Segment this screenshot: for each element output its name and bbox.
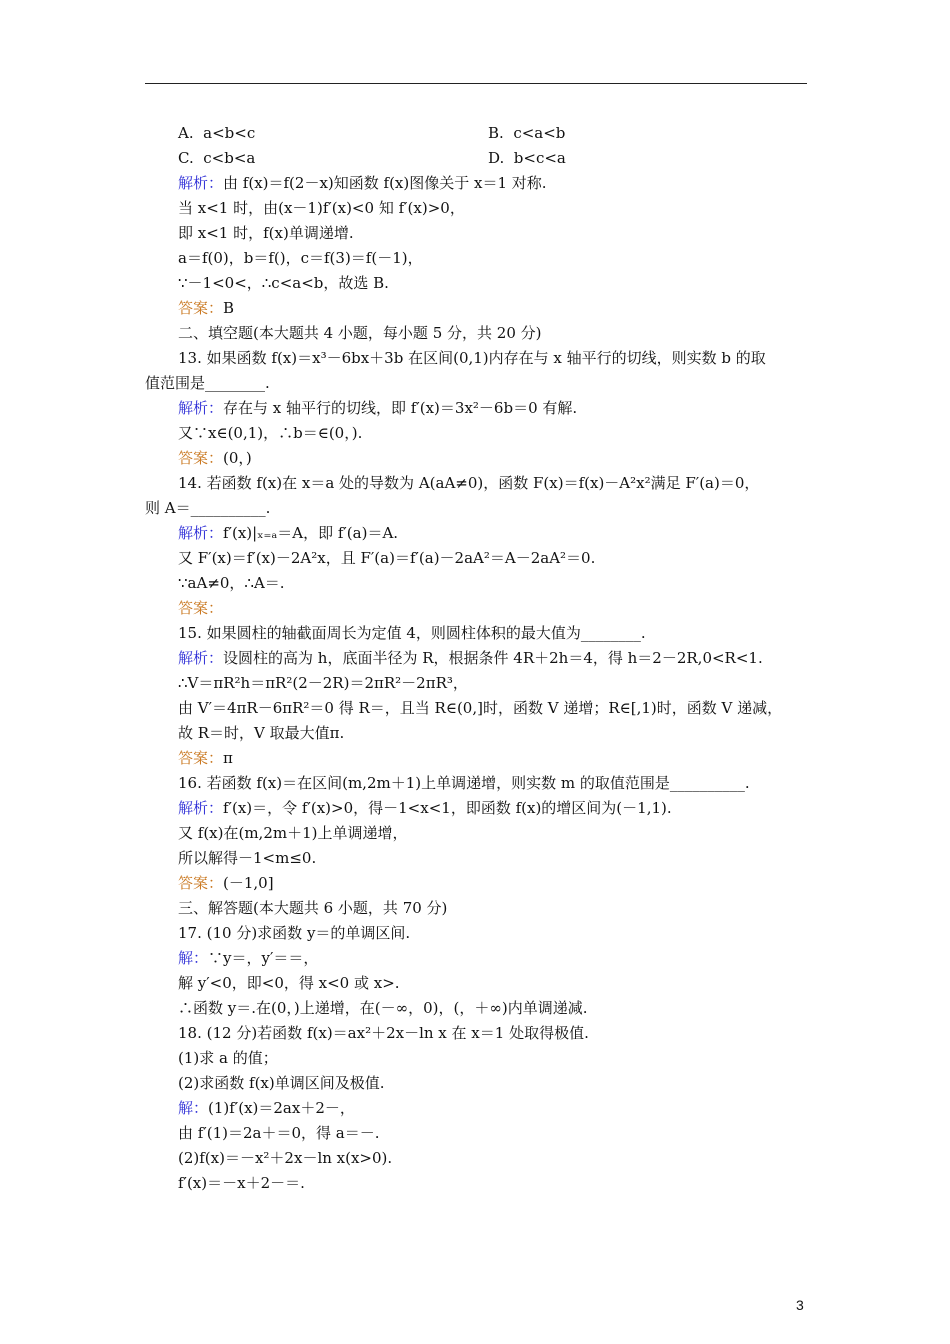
analysis-label: 解析： — [178, 649, 224, 667]
line-text: 15. 如果圆柱的轴截面周长为定值 4，则圆柱体积的最大值为________. — [178, 624, 646, 642]
answer-label: 答案： — [178, 449, 224, 467]
line-text: B. c<a<b — [488, 124, 566, 142]
text-line — [178, 248, 423, 268]
line-text: (1)求 a 的值； — [178, 1049, 278, 1067]
line-text: 值范围是________. — [145, 374, 270, 392]
line-text: 由 f(x)＝f(2－x)知函数 f(x)图像关于 x＝1 对称. — [223, 174, 547, 192]
line-text: 三、解答题(本大题共 6 小题，共 70 分) — [178, 899, 448, 917]
line-text: 由 V′＝4πR－6πR²＝0 得 R＝，且当 R∈(0,]时，函数 V 递增；R∈[,1)时，函数 V 递减， — [178, 699, 783, 717]
text-line — [178, 348, 766, 368]
text-line — [178, 973, 400, 993]
line-text: ∵aA≠0，∴A＝. — [178, 574, 285, 592]
line-text: 14. 若函数 f(x)在 x＝a 处的导数为 A(aA≠0)，函数 F(x)＝f(x)－A²x²满足 F′(a)＝0， — [178, 474, 760, 492]
text-line — [178, 1148, 392, 1168]
text-line — [178, 823, 408, 843]
answer-label: 答案： — [178, 874, 224, 892]
text-line — [178, 648, 763, 668]
line-text: 设圆柱的高为 h，底面半径为 R，根据条件 4R＋2h＝4，得 h＝2－2R,0<R<1. — [223, 649, 763, 667]
text-line — [178, 748, 233, 768]
text-line — [178, 923, 410, 943]
text-line — [178, 223, 354, 243]
text-line — [178, 398, 577, 418]
text-line — [178, 998, 587, 1018]
text-line — [178, 273, 389, 293]
line-text: f′(x)＝，令 f′(x)>0，得－1<x<1，即函数 f(x)的增区间为(－1,1). — [223, 799, 672, 817]
line-text: 由 f′(1)＝2a＋＝0，得 a＝－. — [178, 1124, 380, 1142]
text-line — [178, 198, 465, 218]
text-line — [178, 173, 547, 193]
text-line — [178, 798, 672, 818]
text-line — [488, 148, 566, 168]
text-line — [178, 873, 274, 893]
line-text: 18. (12 分)若函数 f(x)＝ax²＋2x－ln x 在 x＝1 处取得极值. — [178, 1024, 589, 1042]
line-text: 16. 若函数 f(x)＝在区间(m,2m＋1)上单调递增，则实数 m 的取值范围是__________. — [178, 774, 750, 792]
text-line — [178, 948, 318, 968]
line-text: (－1,0] — [223, 874, 274, 892]
text-line — [178, 1098, 355, 1118]
line-text: 又 F′(x)＝f′(x)－2A²x，且 F′(a)＝f′(a)－2aA²＝A－2aA²＝0. — [178, 549, 596, 567]
answer-label: 答案： — [178, 749, 224, 767]
text-line — [178, 448, 252, 468]
analysis-label: 解析： — [178, 524, 224, 542]
line-text: 13. 如果函数 f(x)＝x³－6bx＋3b 在区间(0,1)内存在与 x 轴平行的切线，则实数 b 的取 — [178, 349, 766, 367]
text-line — [178, 523, 398, 543]
text-line — [178, 423, 362, 443]
line-text: 即 x<1 时，f(x)单调递增. — [178, 224, 354, 242]
line-text: ∴函数 y＝.在(0，)上递增，在(－∞，0)，(，＋∞)内单调递减. — [178, 999, 588, 1017]
text-line — [178, 698, 782, 718]
line-text: 所以解得－1<m≤0. — [178, 849, 317, 867]
line-text: (2)求函数 f(x)单调区间及极值. — [178, 1074, 385, 1092]
analysis-label: 解： — [178, 949, 209, 967]
analysis-label: 解析： — [178, 799, 224, 817]
line-text: 二、填空题(本大题共 4 小题，每小题 5 分，共 20 分) — [178, 324, 542, 342]
text-line — [178, 773, 750, 793]
text-line — [178, 1073, 385, 1093]
answer-label: 答案： — [178, 299, 224, 317]
text-line — [178, 723, 344, 743]
header-rule — [145, 83, 807, 84]
line-text: ∵－1<0<，∴c<a<b，故选 B. — [178, 274, 389, 292]
analysis-label: 解： — [178, 1099, 209, 1117]
text-line — [145, 373, 270, 393]
analysis-label: 解析： — [178, 174, 224, 192]
analysis-label: 解析： — [178, 399, 224, 417]
text-line — [178, 1173, 305, 1193]
text-line — [178, 848, 316, 868]
line-text: 当 x<1 时，由(x－1)f′(x)<0 知 f′(x)>0， — [178, 199, 465, 217]
text-line — [178, 123, 255, 143]
text-line — [178, 898, 447, 918]
text-line — [178, 548, 595, 568]
line-text: f′(x)|ₓ₌ₐ＝A，即 f′(a)＝A. — [223, 524, 399, 542]
line-text: ∵y＝，y′＝＝， — [208, 949, 319, 967]
text-line — [178, 473, 759, 493]
text-line — [178, 623, 646, 643]
line-text: 则 A＝__________. — [145, 499, 271, 517]
line-text: B — [223, 299, 235, 317]
line-text: 存在与 x 轴平行的切线，即 f′(x)＝3x²－6b＝0 有解. — [223, 399, 578, 417]
line-text: (0，) — [223, 449, 252, 467]
line-text: A. a<b<c — [178, 124, 256, 142]
line-text: a＝f(0)，b＝f()，c＝f(3)＝f(－1)， — [178, 249, 423, 267]
page-number: 3 — [796, 1297, 804, 1313]
text-line — [488, 123, 565, 143]
text-line — [178, 1048, 278, 1068]
line-text: π — [223, 749, 233, 767]
answer-label: 答案： — [178, 599, 224, 617]
line-text: C. c<b<a — [178, 149, 256, 167]
text-line — [178, 148, 255, 168]
text-line — [178, 1123, 379, 1143]
text-line — [178, 323, 542, 343]
line-text: (2)f(x)＝－x²＋2x－ln x(x>0). — [178, 1149, 393, 1167]
line-text: ∴V＝πR²h＝πR²(2－2R)＝2πR²－2πR³， — [178, 674, 468, 692]
line-text: 又∵x∈(0,1)，∴b＝∈(0，). — [178, 424, 363, 442]
line-text: 17. (10 分)求函数 y＝的单调区间. — [178, 924, 411, 942]
text-line — [178, 573, 285, 593]
text-line — [145, 498, 270, 518]
line-text: (1)f′(x)＝2ax＋2－， — [208, 1099, 355, 1117]
line-text: D. b<c<a — [488, 149, 566, 167]
line-text: 又 f(x)在(m,2m＋1)上单调递增， — [178, 824, 408, 842]
text-line — [178, 673, 468, 693]
line-text: 解 y′<0，即<0，得 x<0 或 x>. — [178, 974, 400, 992]
line-text: f′(x)＝－x＋2－＝. — [178, 1174, 305, 1192]
line-text: 故 R＝时，V 取最大值π. — [178, 724, 345, 742]
text-line — [178, 1023, 589, 1043]
text-line — [178, 598, 223, 618]
text-line — [178, 298, 234, 318]
